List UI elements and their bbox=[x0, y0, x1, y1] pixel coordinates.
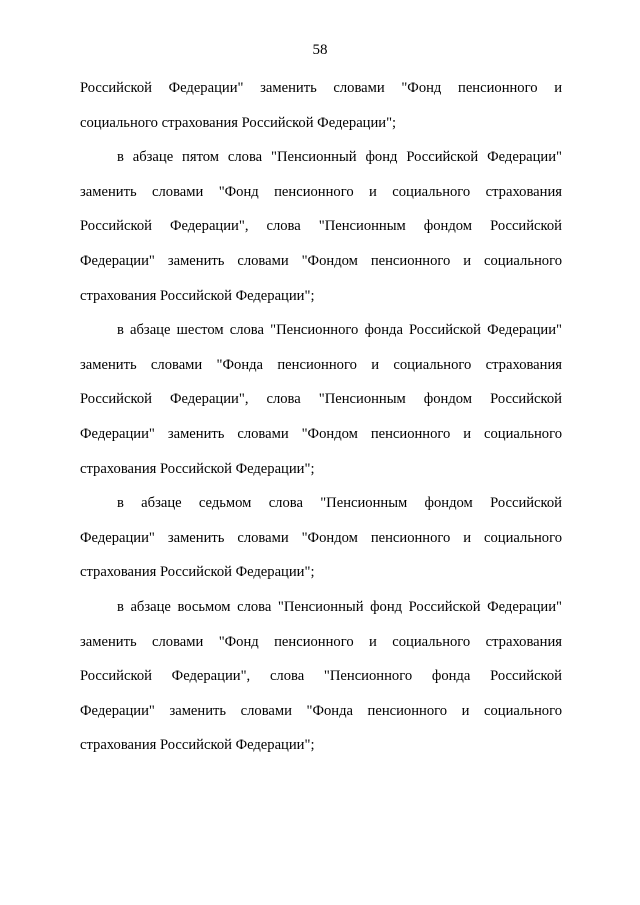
text-line: Российской Федерации", слова "Пенсионным фондом Российской bbox=[80, 391, 562, 408]
text-line: заменить словами "Фонд пенсионного и социального страхования bbox=[80, 633, 562, 650]
text-line: Российской Федерации" заменить словами "Фонд пенсионного и bbox=[80, 80, 562, 96]
text-line: социального страхования Российской Федерации"; bbox=[80, 114, 397, 131]
text-line: в абзаце пятом слова "Пенсионный фонд Российской Федерации" bbox=[117, 149, 562, 166]
text-line: Российской Федерации", слова "Пенсионного фонда Российской bbox=[80, 668, 562, 685]
text-line: в абзаце шестом слова "Пенсионного фонда Российской Федерации" bbox=[117, 322, 562, 339]
text-line: в абзаце восьмом слова "Пенсионный фонд Российской Федерации" bbox=[117, 598, 562, 615]
page-number: 58 bbox=[312, 42, 328, 58]
text-line: страхования Российской Федерации"; bbox=[80, 460, 315, 477]
text-line: Федерации" заменить словами "Фондом пенсионного и социального bbox=[80, 529, 562, 546]
text-line: заменить словами "Фонд пенсионного и социального страхования bbox=[80, 183, 562, 200]
text-line: Федерации" заменить словами "Фондом пенсионного и социального bbox=[80, 252, 562, 269]
text-line: страхования Российской Федерации"; bbox=[80, 287, 315, 304]
text-line: в абзаце седьмом слова "Пенсионным фондом Российской bbox=[117, 495, 562, 512]
text-line: заменить словами "Фонда пенсионного и социального страхования bbox=[80, 356, 562, 373]
text-line: Федерации" заменить словами "Фонда пенсионного и социального bbox=[80, 702, 562, 719]
text-line: Российской Федерации", слова "Пенсионным фондом Российской bbox=[80, 218, 562, 235]
text-line: страхования Российской Федерации"; bbox=[80, 737, 315, 754]
text-line: Федерации" заменить словами "Фондом пенсионного и социального bbox=[80, 425, 562, 442]
text-line: страхования Российской Федерации"; bbox=[80, 564, 315, 581]
document-body bbox=[80, 71, 562, 763]
